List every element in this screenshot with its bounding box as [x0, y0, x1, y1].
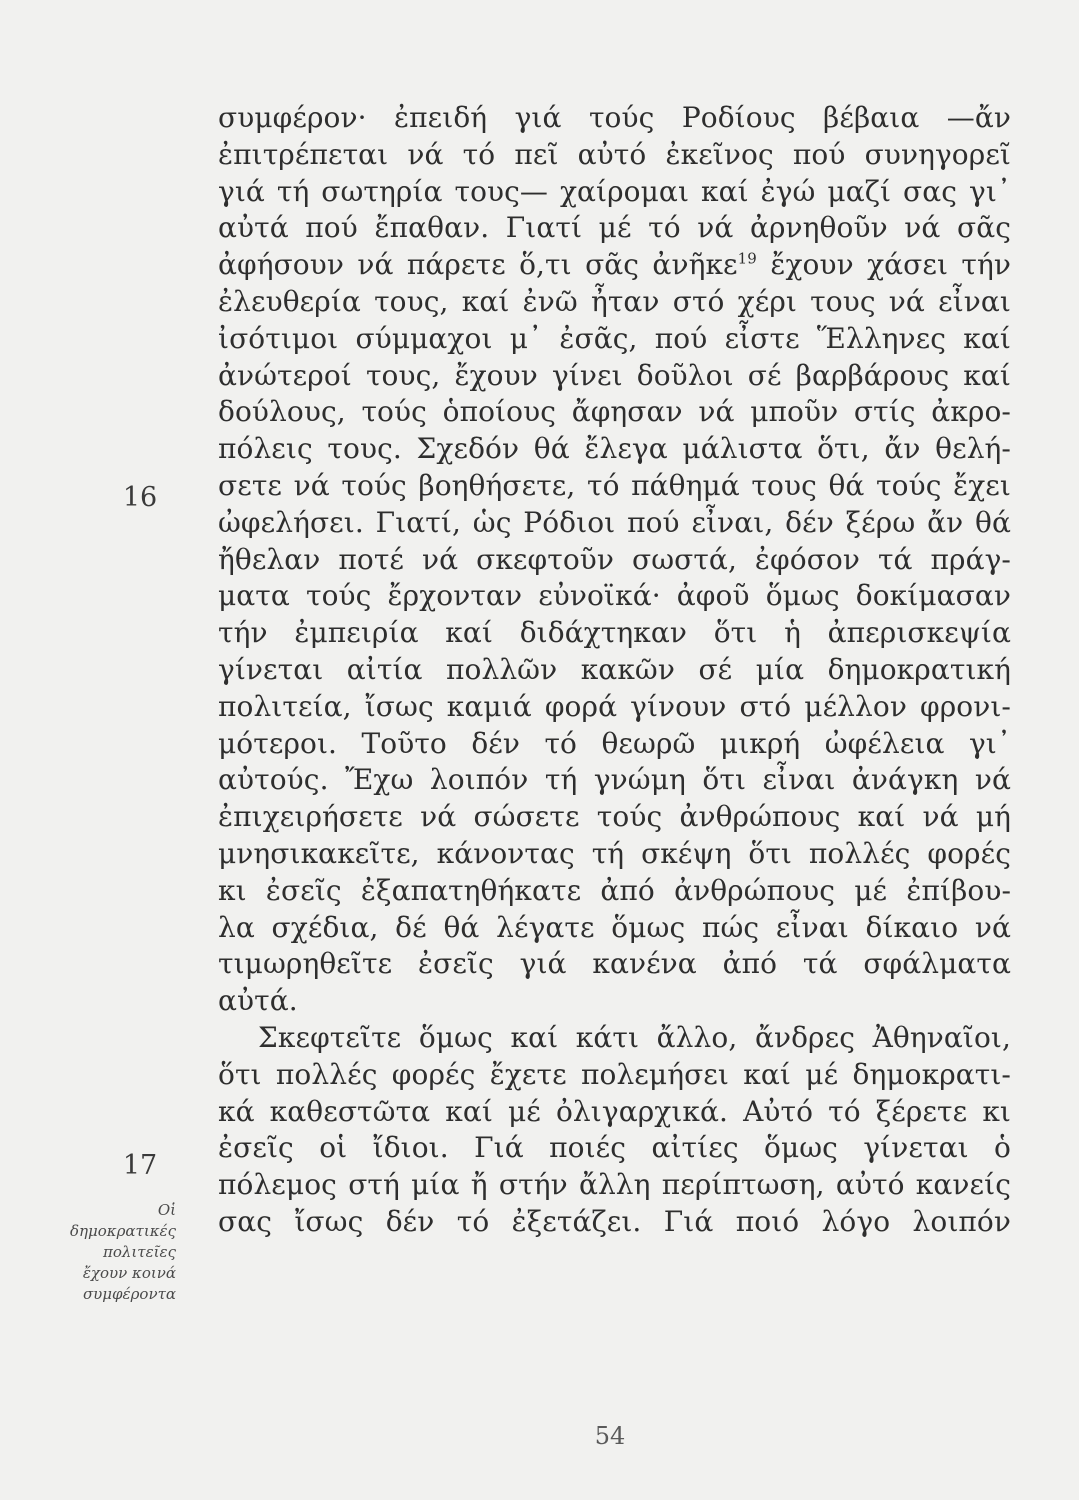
section-number-17: 17 — [122, 1150, 158, 1181]
text-line: σας ἴσως δέν τό ἐξετάζει. Γιά ποιό λόγο λοιπόν — [218, 1204, 1011, 1238]
section-number-16: 16 — [122, 482, 158, 513]
text-line: μότεροι. Τοῦτο δέν τό θεωρῶ μικρή ὠφέλεια γι᾽ — [218, 726, 1011, 760]
page-number: 54 — [594, 1422, 626, 1450]
text-line: σετε νά τούς βοηθήσετε, τό πάθημά τους θά τούς ἔχει — [218, 468, 1011, 502]
margin-note-line: δημοκρατικές — [69, 1222, 176, 1240]
text-line: ἤθελαν ποτέ νά σκεφτοῦν σωστά, ἐφόσον τά πράγ- — [218, 542, 1011, 576]
body-text — [218, 100, 1011, 1241]
text-line: τιμωρηθεῖτε ἐσεῖς γιά κανένα ἀπό τά σφάλματα — [218, 947, 1011, 981]
text-line: λα σχέδια, δέ θά λέγατε ὅμως πώς εἶναι δίκαιο νά — [218, 910, 1011, 944]
text-line: συμφέρον· ἐπειδή γιά τούς Ροδίους βέβαια —ἄν — [218, 101, 1011, 134]
text-line: ματα τούς ἔρχονταν εὐνοϊκά· ἀφοῦ ὅμως δοκίμασαν — [218, 579, 1011, 613]
text-line: ἀνώτεροί τους, ἔχουν γίνει δοῦλοι σέ βαρβάρους καί — [218, 358, 1011, 392]
text-line: μνησικακεῖτε, κάνοντας τή σκέψη ὅτι πολλές φορές — [218, 836, 1011, 870]
text-line: πολιτεία, ἴσως καμιά φορά γίνουν στό μέλλον φρονι- — [218, 689, 1011, 723]
margin-note-line: ἔχουν κοινά — [82, 1264, 176, 1282]
text-line: αὐτούς. Ἔχω λοιπόν τή γνώμη ὅτι εἶναι ἀνάγκη νά — [218, 763, 1011, 797]
text-line: ἰσότιμοι σύμμαχοι μ᾽ ἐσᾶς, πού εἶστε Ἕλληνες καί — [218, 321, 1011, 355]
paragraph-first-line: Σκεφτεῖτε ὅμως καί κάτι ἄλλο, ἄνδρες Ἀθηναῖοι, — [258, 1020, 1011, 1054]
text-line-with-footnote — [218, 247, 1011, 284]
text-line: ἐσεῖς οἱ ἴδιοι. Γιά ποιές αἰτίες ὅμως γίνεται ὁ — [218, 1131, 1011, 1165]
text-line-part: ἔχουν χάσει τήν — [756, 248, 1011, 282]
text-line: κά καθεστῶτα καί μέ ὀλιγαρχικά. Αὐτό τό ξέρετε κι — [218, 1094, 1011, 1128]
text-line: γίνεται αἰτία πολλῶν κακῶν σέ μία δημοκρατική — [218, 652, 1011, 686]
text-line: ὅτι πολλές φορές ἔχετε πολεμήσει καί μέ δημοκρατι- — [218, 1057, 1011, 1091]
margin-note-line: Οἱ — [157, 1201, 176, 1219]
text-line: ἐπιτρέπεται νά τό πεῖ αὐτό ἐκεῖνος πού συνηγορεῖ — [218, 137, 1011, 171]
text-line: τήν ἐμπειρία καί διδάχτηκαν ὅτι ἡ ἀπερισκεψία — [218, 616, 1011, 650]
text-line: ἐπιχειρήσετε νά σώσετε τούς ἀνθρώπους καί νά μή — [218, 800, 1011, 834]
text-line: γιά τή σωτηρία τους— χαίρομαι καί ἐγώ μαζί σας γι᾽ — [218, 174, 1011, 208]
margin-note-line: πολιτεῖες — [103, 1243, 176, 1261]
text-line: κι ἐσεῖς ἐξαπατηθήκατε ἀπό ἀνθρώπους μέ ἐπίβου- — [218, 873, 1011, 907]
text-line: πόλεις τους. Σχεδόν θά ἔλεγα μάλιστα ὅτι, ἄν θελή- — [218, 432, 1011, 466]
text-line: αὐτά πού ἔπαθαν. Γιατί μέ τό νά ἀρνηθοῦν νά σᾶς — [218, 211, 1011, 245]
text-line-part: ἀφήσουν νά πάρετε ὅ,τι σᾶς ἀνῆκε — [218, 248, 738, 282]
margin-note — [20, 1200, 176, 1305]
text-line: ὠφελήσει. Γιατί, ὡς Ρόδιοι πού εἶναι, δέν ξέρω ἄν θά — [218, 505, 1011, 539]
text-line: δούλους, τούς ὁποίους ἄφησαν νά μποῦν στίς ἀκρο- — [218, 395, 1011, 429]
text-line: ἐλευθερία τους, καί ἐνῶ ἦταν στό χέρι τους νά εἶναι — [218, 284, 1011, 318]
margin-note-line: συμφέροντα — [82, 1285, 176, 1303]
footnote-marker: 19 — [737, 249, 757, 268]
text-line: αὐτά. — [218, 984, 298, 1018]
text-line: πόλεμος στή μία ἤ στήν ἄλλη περίπτωση, αὐτό κανείς — [218, 1168, 1011, 1202]
